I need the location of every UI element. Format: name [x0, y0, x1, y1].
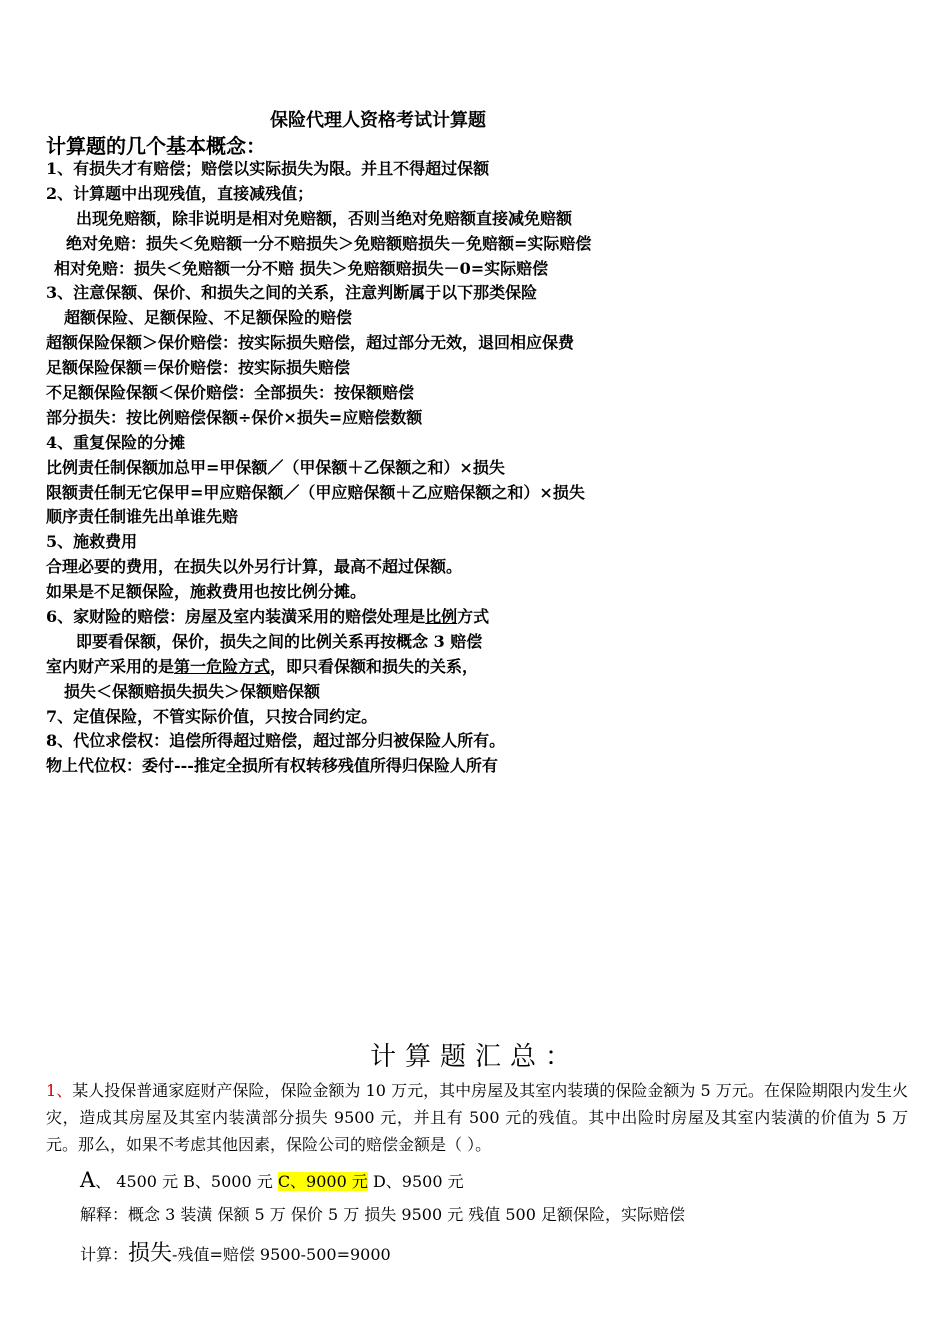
document-title: 保险代理人资格考试计算题 [270, 110, 486, 131]
correct-answer-highlight: C、9000 元 [277, 1172, 368, 1191]
explanation: 解释：概念 3 装潢 保额 5 万 保价 5 万 损失 9500 元 残值 500 足额保险，实际赔偿 [80, 1205, 686, 1224]
question-text: 某人投保普通家庭财产保险，保险金额为 10 万元，其中房屋及其室内装璜的保险金额为 5 万元。在保险期限内发生火灾，造成其房屋及其室内装潢部分损失 9500 元，并且有 500 元的残值。其中出险时房屋及其室内装潢的价值为 5 万元。那么，如果不考虑其他因素，保险公司的赔偿金额是（ ）。 [46, 1081, 908, 1154]
concept-line: 部分损失：按比例赔偿保额÷保价×损失=应赔偿数额 [46, 407, 423, 427]
concept-line: 物上代位权：委付---推定全损所有权转移残值所得归保险人所有 [46, 756, 498, 776]
option-a-letter: A [80, 1168, 96, 1192]
underlined-term: 比例 [425, 607, 458, 627]
question-number: 1、 [46, 1081, 73, 1100]
answer-options [80, 1166, 464, 1196]
concept-line: 超额保险、足额保险、不足额保险的赔偿 [64, 308, 353, 328]
concept-line: 1、有损失才有赔偿；赔偿以实际损失为限。并且不得超过保额 [46, 159, 490, 178]
concept-line: 限额责任制无它保甲=甲应赔保额／（甲应赔保额＋乙应赔保额之和）×损失 [46, 482, 585, 502]
concepts-heading: 计算题的几个基本概念： [46, 134, 266, 158]
option-d: D、9500 元 [367, 1172, 464, 1191]
concept-line: 足额保险保额＝保价赔偿：按实际损失赔偿 [46, 358, 351, 378]
calculation [80, 1238, 391, 1271]
concept-line: 比例责任制保额加总甲=甲保额／（甲保额＋乙保额之和）×损失 [46, 457, 505, 477]
concept-line-6c: 室内财产采用的是第一危险方式，即只看保额和损失的关系， [46, 656, 479, 676]
concept-line: 4、重复保险的分摊 [46, 432, 186, 452]
concept-line: 不足额保险保额＜保价赔偿：全部损失：按保额赔偿 [46, 383, 415, 403]
option-ab: 、 4500 元 B、5000 元 [95, 1172, 278, 1191]
question-1 [46, 1077, 908, 1158]
concept-line: 超额保险保额＞保价赔偿：按实际损失赔偿，超过部分无效，退回相应保费 [46, 333, 575, 353]
concept-line-6: 6、家财险的赔偿：房屋及室内装潢采用的赔偿处理是比例方式 [46, 607, 490, 627]
concept-line: 相对免赔：损失＜免赔额一分不赔 损失＞免赔额赔损失－0=实际赔偿 [54, 258, 549, 278]
calc-loss: 损失 [128, 1241, 173, 1266]
concept-line: 出现免赔额，除非说明是相对免赔额，否则当绝对免赔额直接减免赔额 [76, 208, 573, 228]
concepts-list [46, 157, 906, 779]
summary-title: 计算题汇总： [369, 1042, 580, 1072]
underlined-term: 第一危险方式 [174, 656, 271, 676]
concept-line: 合理必要的费用，在损失以外另行计算，最高不超过保额。 [46, 557, 463, 577]
concept-line: 7、定值保险，不管实际价值，只按合同约定。 [46, 706, 378, 726]
concept-line: 2、计算题中出现残值，直接减残值； [46, 183, 314, 203]
concept-line: 即要看保额，保价，损失之间的比例关系再按概念 3 赔偿 [76, 631, 483, 651]
concept-line: 损失＜保额赔损失损失＞保额赔保额 [64, 681, 321, 701]
concept-line: 5、施救费用 [46, 532, 138, 552]
calc-formula: -残值=赔偿 9500-500=9000 [172, 1245, 391, 1264]
concept-line: 顺序责任制谁先出单谁先赔 [46, 507, 239, 527]
concept-line: 绝对免赔：损失＜免赔额一分不赔损失＞免赔额赔损失－免赔额=实际赔偿 [66, 233, 592, 253]
concept-line: 3、注意保额、保价、和损失之间的关系，注意判断属于以下那类保险 [46, 283, 538, 303]
calc-label: 计算： [80, 1245, 129, 1264]
concept-line: 如果是不足额保险，施救费用也按比例分摊。 [46, 582, 367, 602]
concept-line: 8、代位求偿权：追偿所得超过赔偿，超过部分归被保险人所有。 [46, 731, 506, 751]
